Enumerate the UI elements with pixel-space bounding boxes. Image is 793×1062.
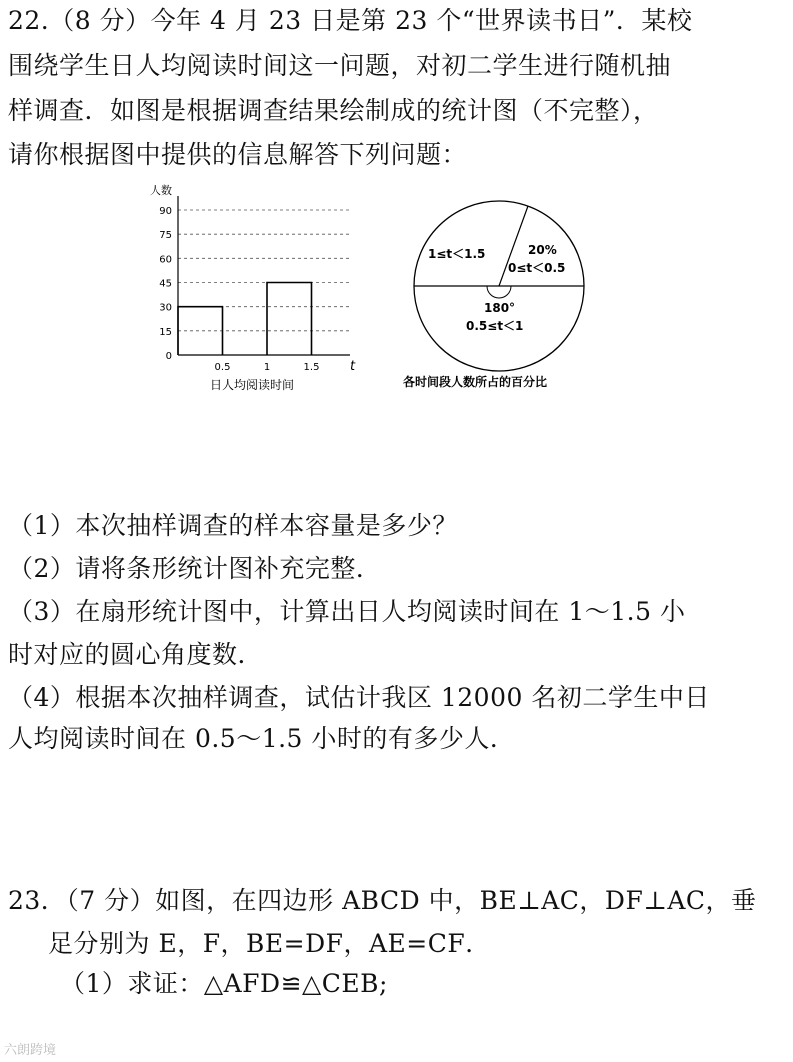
q23-part-1: （1）求证：△AFD≌△CEB; [60,969,388,998]
y-tick-label: 90 [159,206,172,217]
q22-question-1: （1）本次抽样调查的样本容量是多少？ [8,511,458,540]
bar-chart-xlabel: 日人均阅读时间 [210,378,295,392]
y-tick-label: 75 [159,230,172,242]
pie-slice-label-0.5to1: 0.5≤t＜1 [466,319,524,333]
q22-line-3: 样调查．如图是根据调查结果绘制成的统计图（不完整）， [8,96,659,125]
q23-line-2: 足分别为 E，F，BE=DF，AE=CF． [48,929,491,958]
q23-line-1: 23．（7 分）如图，在四边形 ABCD 中，BE⊥AC，DF⊥AC，垂 [8,886,757,915]
pie-slice-label-0to0.5: 0≤t＜0.5 [508,261,566,275]
x-tick-label: 1 [263,362,271,373]
q22-question-3-line-1: （3）在扇形统计图中，计算出日人均阅读时间在 1～1.5 小 [8,597,686,626]
q22-line-4: 请你根据图中提供的信息解答下列问题： [8,140,468,169]
watermark: 六朗跨境 [4,1043,57,1058]
pie-chart-title: 各时间段人数所占的百分比 [403,375,548,389]
q22-question-4-line-2: 人均阅读时间在 0.5～1.5 小时的有多少人． [8,724,516,753]
pie-chart [403,201,584,389]
pie-angle-arc [487,286,511,298]
x-tick-label: 0.5 [214,362,231,373]
y-tick-label: 15 [159,326,172,338]
bar-chart [150,183,356,392]
bar-chart-ylabel: 人数 [150,184,172,197]
bar-chart-xaxis-var: t [350,359,356,374]
y-tick-label: 30 [159,302,172,314]
q22-question-4-line-1: （4）根据本次抽样调查，试估计我区 12000 名初二学生中日 [8,683,710,712]
y-tick-label: 60 [159,254,172,266]
pie-slice-label-1to1.5: 1≤t＜1.5 [428,247,486,261]
x-tick-label: 1.5 [303,362,320,373]
pie-slice-value-180deg: 180° [484,301,516,315]
bar-1-1.5 [267,283,312,356]
y-tick-label: 45 [159,278,172,290]
q22-line-1: 22.（8 分）今年 4 月 23 日是第 23 个“世界读书日”．某校 [8,6,693,35]
q22-question-2: （2）请将条形统计图补充完整． [8,554,382,583]
q22-figures [0,0,793,420]
pie-slice-value-20pct: 20% [528,243,557,257]
q22-question-3-line-2: 时对应的圆心角度数． [8,640,264,669]
y-tick-label: 0 [165,351,172,362]
q22-line-2: 围绕学生日人均阅读时间这一问题，对初二学生进行随机抽 [8,51,672,80]
